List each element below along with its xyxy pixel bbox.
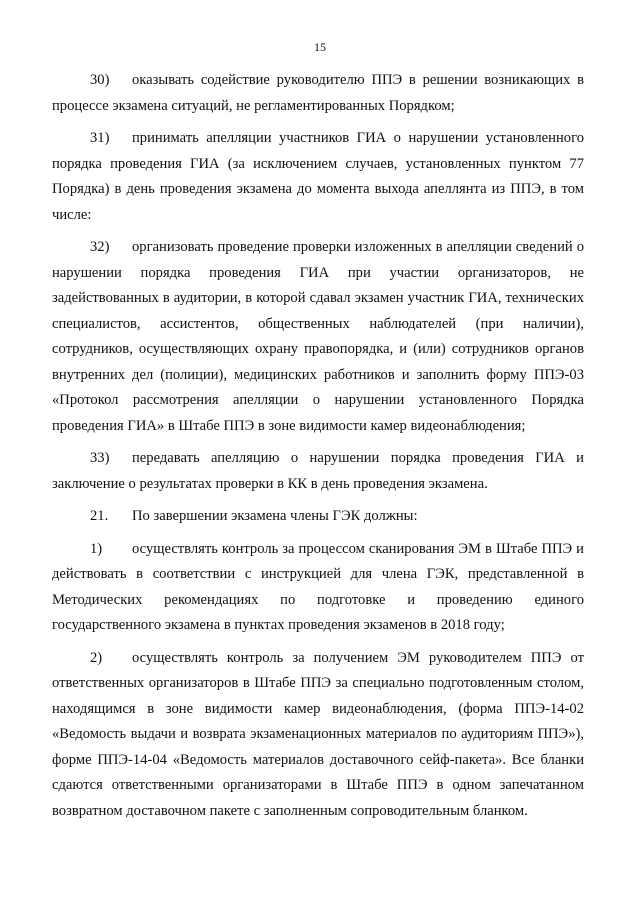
item-number: 30) [90,72,110,88]
paragraph-21-2 [52,646,584,825]
section-number: 21. [90,508,109,524]
paragraph-30 [52,68,584,119]
paragraph-31 [52,126,584,228]
document-body [52,68,584,831]
paragraph-text: принимать апелляции участников ГИА о нарушении установленного порядка проведения ГИА (за исключением случаев, установленных пунктом 77 Порядка) в день проведения экзамена до момента выхода апеллянта из ППЭ, в том числе: [52,130,584,223]
item-number: 31) [90,130,110,146]
paragraph-32 [52,235,584,439]
paragraph-text: осуществлять контроль за процессом сканирования ЭМ в Штабе ППЭ и действовать в соответствии с инструкцией для члена ГЭК, представленной в Методических рекомендациях по подготовке и проведению единого государственного экзамена в пунктах проведения экзаменов в 2018 году; [52,540,584,633]
item-number: 33) [90,450,110,466]
paragraph-text: организовать проведение проверки изложенных в апелляции сведений о нарушении порядка проведения ГИА при участии организаторов, не задействованных в аудитории, в которой сдавал экзамен участник ГИА, технических специалистов, ассистентов, общественных наблюдателей (при наличии), сотрудников, осуществляющих охрану правопорядка, и (или) сотрудников органов внутренних дел (полиции), медицинских работников и заполнить форму ППЭ-03 «Протокол рассмотрения апелляции о нарушении установленного Порядка проведения ГИА» в Штабе ППЭ в зоне видимости камер видеонаблюдения; [52,239,584,434]
page-number: 15 [314,40,326,54]
paragraph-text: По завершении экзамена члены ГЭК должны: [132,508,418,524]
paragraph-text: передавать апелляцию о нарушении порядка проведения ГИА и заключение о результатах проверки в КК в день проведения экзамена. [52,450,584,492]
paragraph-33 [52,446,584,497]
item-number: 2) [90,649,103,666]
item-number: 1) [90,540,103,557]
paragraph-21-1 [52,537,584,639]
section-21-heading [52,504,584,530]
paragraph-text: оказывать содействие руководителю ППЭ в решении возникающих в процессе экзамена ситуаций, не регламентированных Порядком; [52,72,584,114]
paragraph-text: осуществлять контроль за получением ЭМ руководителем ППЭ от ответственных организаторов в Штабе ППЭ за специально подготовленным столом, находящимся в зоне видимости камер видеонаблюдения, (форма ППЭ-14-02 «Ведомость выдачи и возврата экзаменационных материалов по аудиториям ППЭ»), форме ППЭ-14-04 «Ведомость материалов доставочного сейф-пакета». Все бланки сдаются ответственными организаторами в Штабе ППЭ в одном запечатанном возвратном доставочном пакете с заполненным сопроводительным бланком. [52,649,584,819]
item-number: 32) [90,239,110,255]
